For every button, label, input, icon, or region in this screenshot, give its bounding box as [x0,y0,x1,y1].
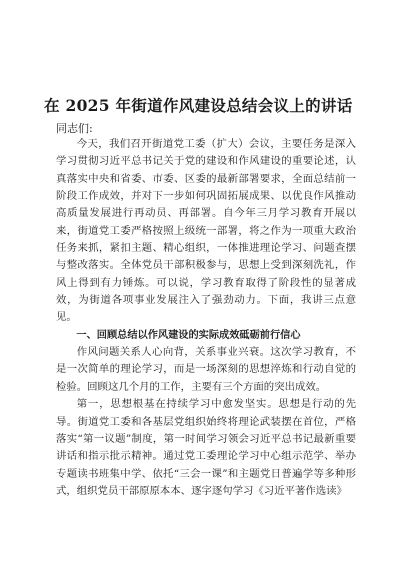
salutation: 同志们: [56,122,93,135]
paragraph-opening: 今天，我们召开街道党工委（扩大）会议，主要任务是深入学习贯彻习近平总书记关于党的建设和作风建设的重要论述，认真落实中央和省委、市委、区委的最新部署要求，全面总结前一阶段工作成效，并对下一步如何巩固拓展成果、以优良作风推动高质量发展进行再动员、再部署。自今年三月学习教育开展以来，街道党工委严格按照上级统一部署，将之作为一项重大政治任务来抓，紧扣主题、精心组织，一体推进理论学习、问题查摆与整改落实。全体党员干部积极参与，思想上受到深刻洗礼，作风上得到有力锤炼。可以说，学习教育取得了阶段性的显著成效，为街道各项事业发展注入了强劲动力。下面，我讲三点意见。 [56,138,356,324]
document-body [56,136,356,500]
document-title: 在 2025 年街道作风建设总结会议上的讲话 [44,96,353,115]
paragraph-review: 作风问题关系人心向背，关系事业兴衰。这次学习教育，不是一次简单的理论学习，而是一场深刻的思想淬炼和行动自觉的检验。回顾这几个月的工作，主要有三个方面的突出成效。 [56,346,356,393]
section-heading: 一、回顾总结以作风建设的实际成效砥砺前行信心 [76,329,301,341]
paragraph-first-point: 第一，思想根基在持续学习中愈发坚实。思想是行动的先导。街道党工委和各基层党组织始终将理论武装摆在首位，严格落实“第一议题”制度，第一时间学习领会习近平总书记最新重要讲话和指示批示精神。通过党工委理论学习中心组示范学、举办专题读书班集中学、依托“三会一课”和主题党日普遍学等多种形式，组织党员干部原原本本、逐字逐句学习《习近平著作选读》 [56,398,356,497]
